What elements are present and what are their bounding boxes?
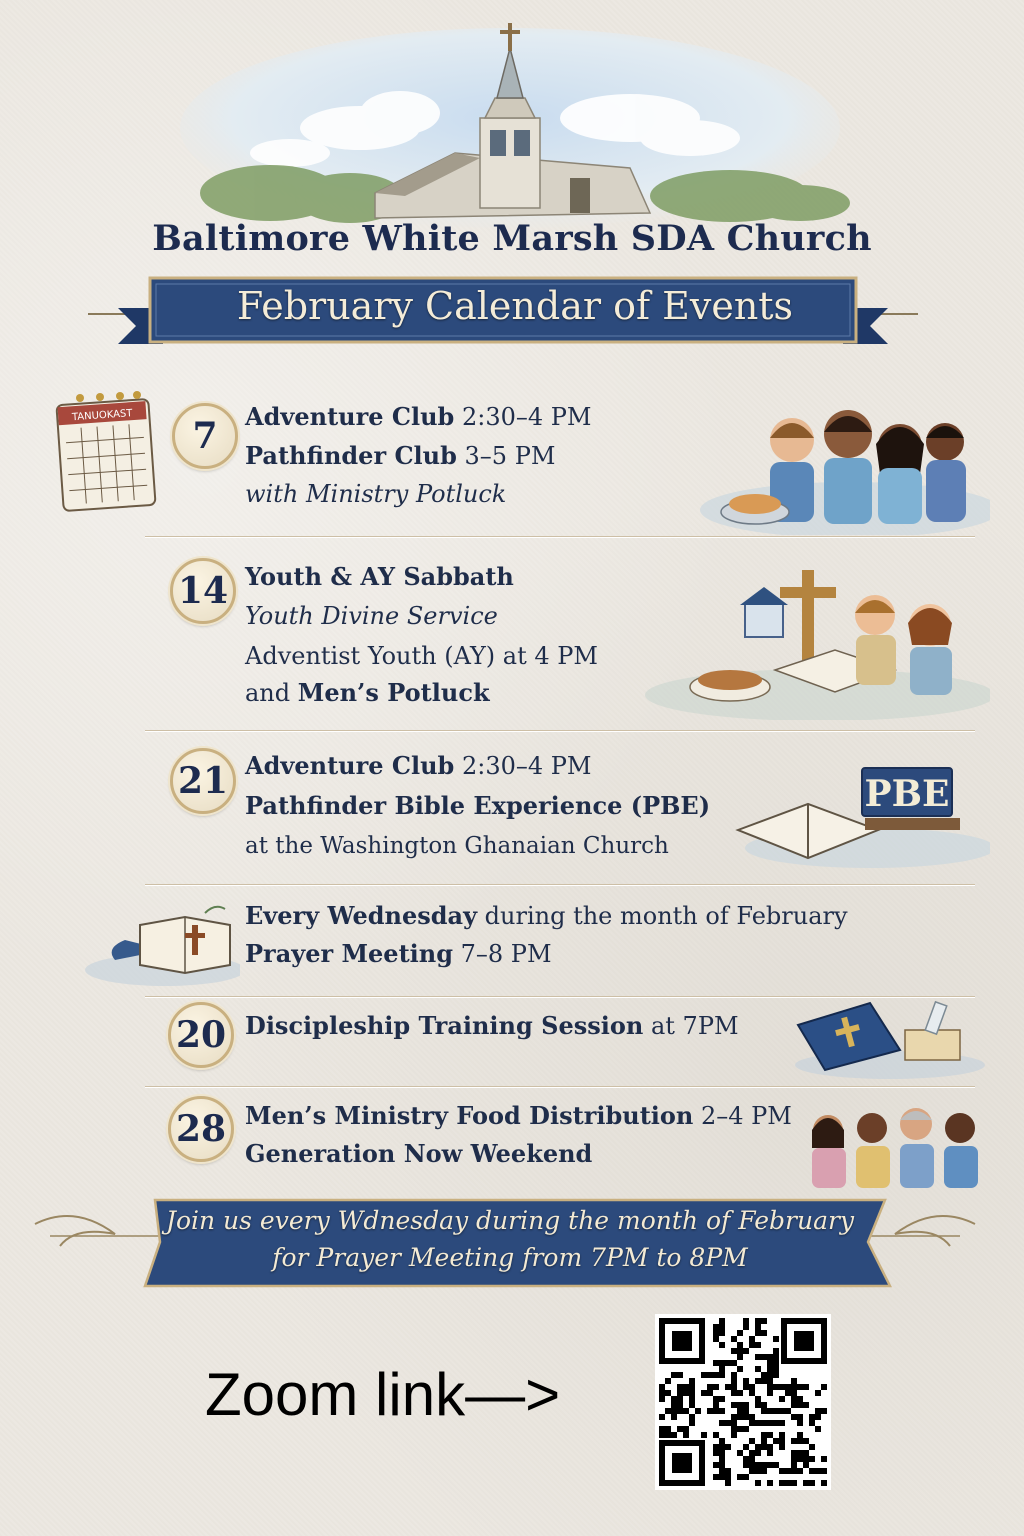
calendar-icon xyxy=(55,390,157,512)
date-badge-20: 20 xyxy=(168,1002,234,1068)
date-badge-21: 21 xyxy=(170,748,236,814)
event-14-line-3: Adventist Youth (AY) at 4 PM xyxy=(245,642,598,670)
calendar-icon-label: TANUOKAST xyxy=(71,408,133,424)
event-7-line-1: Adventure Club 2:30–4 PM xyxy=(245,402,592,431)
event-21-line-1: Adventure Club 2:30–4 PM xyxy=(245,751,592,780)
church-name: Baltimore White Marsh SDA Church xyxy=(152,218,872,259)
pbe-badge: PBE xyxy=(864,773,950,815)
event-20-line-1: Discipleship Training Session at 7PM xyxy=(245,1011,739,1040)
event-wednesday-line-1: Every Wednesday during the month of February xyxy=(245,901,848,930)
date-badge-28: 28 xyxy=(168,1096,234,1162)
pbe-book-illustration xyxy=(730,760,990,870)
blue-bible-illustration xyxy=(790,995,990,1080)
youth-group-illustration xyxy=(700,400,990,535)
event-7-line-2: Pathfinder Club 3–5 PM xyxy=(245,441,556,470)
event-14-line-4: and Men’s Potluck xyxy=(245,678,490,707)
cross-and-bible-illustration xyxy=(640,565,990,720)
zoom-link-text: Zoom link—> xyxy=(205,1361,561,1428)
footer-line-2: for Prayer Meeting from 7PM to 8PM xyxy=(272,1243,748,1272)
divider xyxy=(145,884,975,885)
date-badge-14: 14 xyxy=(170,558,236,624)
divider xyxy=(145,730,975,731)
divider xyxy=(145,1086,975,1087)
event-14-line-2: Youth Divine Service xyxy=(245,602,498,630)
event-21-line-3: at the Washington Ghanaian Church xyxy=(245,833,669,859)
divider xyxy=(145,536,975,537)
date-badge-7: 7 xyxy=(172,403,238,469)
event-14-line-1: Youth & AY Sabbath xyxy=(245,562,514,591)
event-7-line-3: with Ministry Potluck xyxy=(245,480,507,508)
event-28-line-2: Generation Now Weekend xyxy=(245,1139,593,1168)
event-28-line-1: Men’s Ministry Food Distribution 2–4 PM xyxy=(245,1101,792,1130)
prayer-bible-illustration xyxy=(75,895,240,990)
event-21-line-2: Pathfinder Bible Experience (PBE) xyxy=(245,791,711,820)
church-illustration xyxy=(150,18,870,233)
group-people-illustration xyxy=(800,1100,995,1192)
page-title: February Calendar of Events xyxy=(236,284,794,328)
event-wednesday-line-2: Prayer Meeting 7–8 PM xyxy=(245,939,552,968)
qr-code[interactable] xyxy=(655,1314,831,1490)
footer-line-1: Join us every Wdnesday during the month of February xyxy=(165,1206,855,1235)
